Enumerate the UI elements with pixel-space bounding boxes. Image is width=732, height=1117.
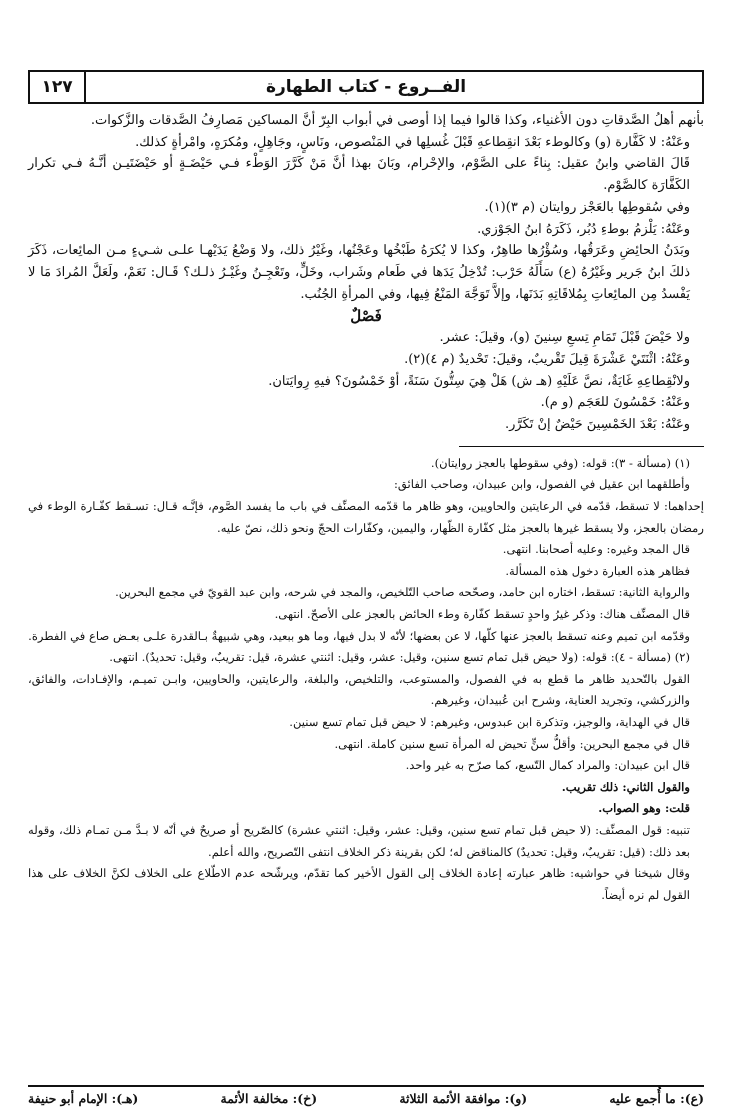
paragraph: وبَدَنُ الحائِضِ وعَرَقُها، وسُؤْرُها طاهِرٌ، وكذا لا يُكرَهُ طَبْخُها وعَجْنُها، وغَيْرُ ذلك، ولا وَضْعُ يَدَيْهـا علـى شـيءٍ مـن المائِعات، ذَكَرَ ذلكَ ابنُ جَرير وغَيْرُهُ (ع) سَأَلَهُ حَرْب: تُدْخِلُ يَدَها في طَعام وشَراب، وخَلٍّ، وتَعْجِـنُ وغَيْـرُ ذلـك؟ قَـال: نَعَمْ، ولَعَلَّ المُرادَ مَا لا يَفْسدُ مِن المائِعاتِ بِمُلاقَاتِهِ بَدَنَها، وإلاَّ تَوَجَّهَ المَنْعُ فِيها، وفي المرأةِ الجُنُب.	[28, 243, 690, 302]
page-footer	[28, 1085, 704, 1106]
footnote: والرواية الثانية: تسقط، اختاره ابن حامد، وصحّحه صاحب التّلخيص، والمجد في شرحه، وابن عبد القويّ في مجمع البحرين.	[115, 585, 690, 600]
paragraph: ولا حَيْضَ قَبْلَ تَمَامِ تِسعِ سِنينَ (و)، وقيلَ: عشر.	[439, 330, 690, 346]
page-number: ١٢٧	[30, 72, 86, 102]
paragraph: وعَنْهُ: بَعْدَ الخَمْسِينَ حَيْضٌ إنْ تَكَرَّر.	[504, 417, 690, 433]
paragraph: وعَنْهُ: خَمْسُونَ للعَجَم (و م).	[540, 395, 690, 411]
footnote: القول بالتّحديد ظاهر ما قطع به في الفصول، والمستوعب، والتلخيص، والبلغة، والرعايتين، والحاويين، وابـن تميـم، والإفـادات، والفائق، والزركشي، وتجريد العناية، وشرح ابن عُبيدان، وغيرهم.	[28, 671, 690, 708]
paragraph: ولانْقِطاعِهِ غَايَةٌ، نصَّ عَلَيْهِ (هـ ش) هَلْ هِيَ سِتُّونَ سَنَةً، أوْ خَمْسُونَ؟ فيهِ رِوايَتان.	[268, 373, 690, 389]
main-text	[28, 110, 704, 436]
footnote: وقال شيخنا في حواشيه: ظاهر عبارته إعادة الخلاف إلى القول الأخير كما تقدّم، ويرشّحه عدم الاطّلاع على الخلاف لكنَّ الخلاف على هذا القول لم نره أيضاً.	[28, 866, 690, 902]
paragraph: وفي سُقوطِها بالعَجْز روايتان (م ٣)(١).	[484, 199, 690, 215]
footnote: قال ابن عبيدان: والمراد كمال التّسع، كما صرّح به غير واحد.	[405, 758, 690, 773]
running-title: الفــروع - كتاب الطهارة	[265, 77, 467, 97]
footnote: وأطلقهما ابن عقيل في الفصول، وابن عبيدان، وصاحب الفائق:	[393, 477, 690, 492]
page-header	[28, 70, 704, 104]
footnote-divider	[459, 446, 704, 447]
footnote: فظاهر هذه العبارة دخول هذه المسألة.	[505, 563, 690, 578]
footnote: والقول الثاني: ذلك تقريب.	[561, 779, 690, 794]
footnote: قال في الهداية، والوجيز، وتذكرة ابن عبدوس، وغيرهم: لا حيض قبل تمام تسع سنين.	[289, 714, 690, 729]
paragraph: وعَنْهُ: يَلْزمُ بوطءِ دُبُر، ذَكَرَهُ ابنُ الجَوْزي.	[477, 221, 690, 237]
footnote: قال المجد وغيره: وعليه أصحابنا. انتهى.	[502, 542, 690, 557]
footnote: قلت: وهو الصواب.	[598, 801, 690, 816]
footnote: تنبيه: قول المصنِّف: (لا حيض قبل تمام تسع سنين، وقيل: عشر، وقيل: اثنتي عشرة) كالصّريح أو صريحٌ في أنّه لا بـدَّ مـن تمـام ذلك، وقوله بعد ذلك: (قيل: تقريبٌ، وقيل: تحديدٌ) كالمناقض له؛ لكن بقرينة ذكر الخلاف انتفى التّصريح، والله أعلم.	[28, 822, 690, 859]
paragraph: وعَنْهُ: لا كَفَّارة (و) وكالوطء بَعْدَ انقِطاعهِ قَبْلَ غُسلِها في المَنْصوص، ونَاسٍ، وجَاهِلٍ، ومُكرَهٍ، وامْرأةٍ كذلك.	[135, 134, 690, 150]
paragraph: وعَنْهُ: اثْنَتَيْ عَشْرَةَ قِيلَ تَقْريبٌ، وقيلَ: تَحْديدٌ (م ٤)(٢).	[404, 352, 690, 368]
footer-legend-consensus: (ع): ما أُجمع عليه	[609, 1091, 704, 1106]
footnote: (٢) (مسألة - ٤): قوله: (ولا حيض قبل تمام تسع سنين، وقيل: عشر، وقيل: اثنتي عشرة، قيل: تقريبٌ، وقيل: تحديدٌ). انتهى.	[109, 650, 690, 665]
footer-legend-abu-hanifa: (هـ): الإمام أبو حنيفة	[28, 1091, 139, 1106]
footnote: وقدّمه ابن تميم وعنه تسقط بالعجز عنها كلّها، لا عن بعضها؛ لأنّه لا بدل فيها، وما هو ببعيد، وهي شبيهةٌ بـالقدرة علـى بعـض صاع في الفطرة.	[28, 628, 690, 643]
footer-legend-disagreement: (خ): مخالفة الأئمة	[220, 1091, 318, 1106]
footnote: قال المصنِّف هناك: وذكر غيرُ واحدٍ تسقط كفّارة وطء الحائض بالعجز على الأصحّ. انتهى.	[274, 607, 690, 621]
footnote: إحداهما: لا تسقط، قدّمه في الرعايتين والحاويين، وهو ظاهر ما قدّمه المصنِّف في باب ما يفسد الصَّوم، فإنَّـه قـال: تسـقط كفّـارة الوطء في رمضان بالعجز، ولا يسقط غيرها بالعجز مثل كفّارة الظّهار، واليمين، وكفّارات الحجّ ونحو ذلك، نصّ عليه.	[28, 499, 704, 535]
footer-legend-agreement: (و): موافقة الأئمة الثلاثة	[399, 1091, 528, 1106]
footnotes	[28, 453, 704, 906]
paragraph: بأنهم أهلُ الصَّدقاتِ دون الأغنياء، وكذا قالوا فيما إذا أوصى في أبواب البِرّ أنَّ المساكين مَصارِفُ الصَّدقات والزَّكوات.	[90, 113, 704, 128]
paragraph: قَالَ القاضي وابنُ عقيل: بِناءً على الصَّوْم، والإحْرام، وبَانَ بهذا أنَّ مَنْ كَرَّرَ الوَطْء فـي حَيْضَـةٍ أو حَيْضَتَيـن أنَّـهُ فـي تكرار الكَفَّارَة كالصَّوْم.	[28, 156, 690, 194]
footnote: قال في مجمع البحرين: وأقلُّ سنٍّ تحيض له المرأة تسع سنين كاملة. انتهى.	[334, 736, 690, 751]
footnote: (١) (مسألة - ٣): قوله: (وفي سقوطها بالعجز روايتان).	[430, 455, 690, 470]
section-heading: فَصْلٌ	[350, 307, 382, 326]
document-page	[28, 70, 704, 1110]
